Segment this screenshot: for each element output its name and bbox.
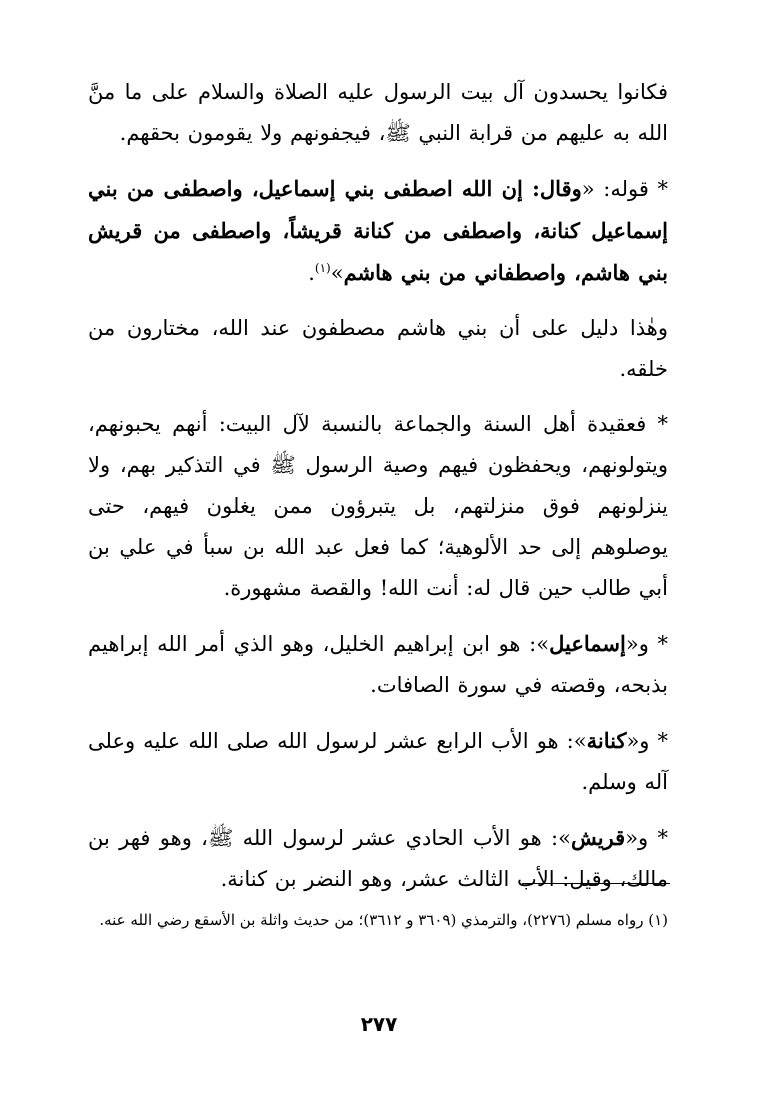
paragraph-5-term: إسماعيل [549, 631, 626, 656]
paragraph-2-hadith-quote: وقال: إن الله اصطفى بني إسماعيل، واصطفى من بني إسماعيل كنانة، واصطفى من كنانة قريشاً، واصطفى من قريش بني هاشم، واصطفاني من بني هاشم [88, 176, 668, 285]
paragraph-7-lead: * و« [625, 826, 668, 850]
paragraph-5-text: »: هو ابن إبراهيم الخليل، وهو الذي أمر الله إبراهيم بذبحه، وقصته في سورة الصافات. [88, 632, 668, 697]
paragraph-2-close-quote: » [330, 261, 344, 285]
paragraph-4 [88, 404, 668, 609]
footnote-reference: (١) [314, 261, 331, 275]
paragraph-2-lead: * قوله: « [581, 177, 669, 201]
paragraph-6-text: »: هو الأب الرابع عشر لرسول الله صلى الله عليه وعلى آله وسلم. [88, 729, 668, 794]
paragraph-5 [88, 623, 668, 706]
paragraph-7-term: قريش [570, 825, 626, 850]
paragraph-5-lead: * و« [625, 632, 668, 656]
paragraph-6-term: كنانة [586, 728, 627, 753]
footnote-divider [522, 883, 670, 884]
paragraph-6 [88, 720, 668, 803]
page-body [88, 72, 668, 914]
paragraph-2 [88, 168, 668, 294]
paragraph-3 [88, 308, 668, 390]
paragraph-1-text: فكانوا يحسدون آل بيت الرسول عليه الصلاة والسلام على ما منَّ الله به عليهم من قرابة النبي ﷺ، فيجفونهم ولا يقومون بحقهم. [88, 80, 668, 145]
paragraph-4-text: * فعقيدة أهل السنة والجماعة بالنسبة لآل البيت: أنهم يحبونهم، ويتولونهم، ويحفظون فيهم وصية الرسول ﷺ في التذكير بهم، ولا ينزلونهم فوق منزلتهم، بل يتبرؤون ممن يغلون فيهم، حتى يوصلوهم إلى حد الألوهية؛ كما فعل عبد الله بن سبأ في علي بن أبي طالب حين قال له: أنت الله! والقصة مشهورة. [88, 412, 668, 600]
paragraph-6-lead: * و« [626, 729, 668, 753]
paragraph-3-text: وهٰذا دليل على أن بني هاشم مصطفون عند الله، مختارون من خلقه. [88, 316, 668, 381]
paragraph-7 [88, 817, 668, 900]
paragraph-2-period: . [308, 261, 315, 285]
paragraph-7-text: »: هو الأب الحادي عشر لرسول الله ﷺ، وهو فهر بن مالك، وقيل: الأب الثالث عشر، وهو النضر بن كنانة. [88, 826, 668, 891]
footnote-text: (١) رواه مسلم (٢٢٧٦)، والترمذي (٣٦٠٩ و ٣٦١٢)؛ من حديث واثلة بن الأسقع رضي الله عنه. [99, 911, 668, 929]
paragraph-1 [88, 72, 668, 154]
footnote [88, 906, 668, 934]
page-number: ٢٧٧ [360, 1012, 398, 1036]
